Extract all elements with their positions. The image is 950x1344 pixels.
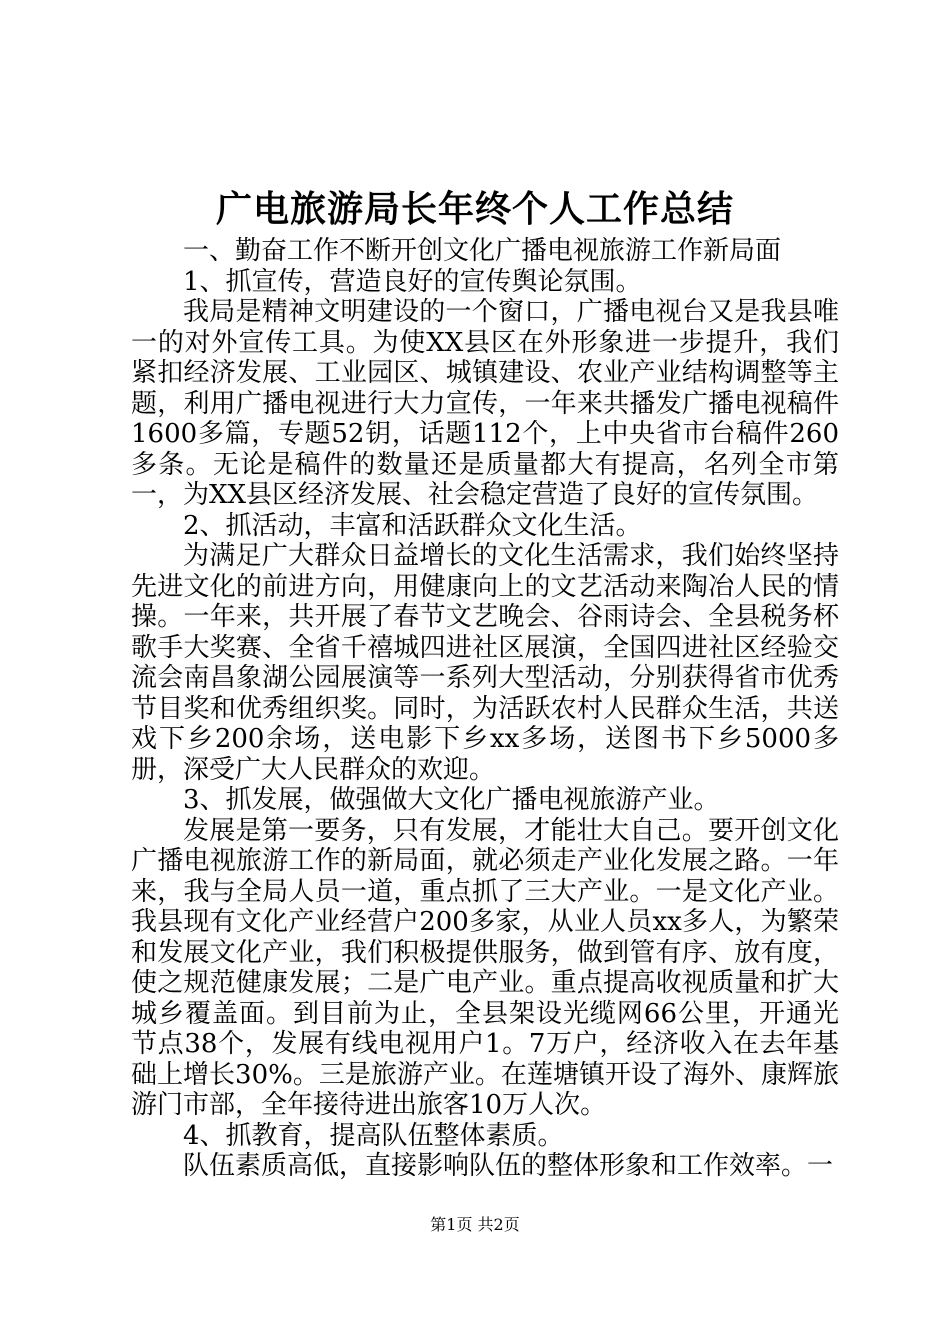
- item-heading-1: 1、抓宣传，营造良好的宣传舆论氛围。: [183, 266, 642, 297]
- paragraph-4: 队伍素质高低，直接影响队伍的整体形象和工作效率。一: [183, 1151, 834, 1181]
- document-body: [131, 236, 839, 1182]
- page-footer: 第1页 共2页: [430, 1215, 520, 1234]
- item-heading-2: 2、抓活动，丰富和活跃群众文化生活。: [183, 510, 642, 541]
- paragraph-3: 发展是第一要务，只有发展，才能壮大自己。要开创文化广播电视旅游工作的新局面，就必须走产业化发展之路。一年来，我与全局人员一道，重点抓了三大产业。一是文化产业。我县现有文化产业经营户200多家，从业人员xx多人，为繁荣和发展文化产业，我们积极提供服务，做到管有序、放有度，使之规范健康发展；二是广电产业。重点提高收视质量和扩大城乡覆盖面。到目前为止，全县架设光缆网66公里，开通光节点38个，发展有线电视用户1。7万户，经济收入在去年基础上增长30%。三是旅游产业。在莲塘镇开设了海外、康辉旅游门市部，全年接待进出旅客10万人次。: [131, 815, 839, 1120]
- paragraph-1: 我局是精神文明建设的一个窗口，广播电视台又是我县唯一的对外宣传工具。为使XX县区在外形象进一步提升，我们紧扣经济发展、工业园区、城镇建设、农业产业结构调整等主题，利用广播电视进行大力宣传，一年来共播发广播电视稿件1600多篇，专题52钥，话题112个，上中央省市台稿件260多条。无论是稿件的数量还是质量都大有提高，名列全市第一，为XX县区经济发展、社会稳定营造了良好的宣传氛围。: [131, 297, 839, 510]
- item-heading-4: 4、抓教育，提高队伍整体素质。: [183, 1120, 564, 1151]
- section-heading: 一、勤奋工作不断开创文化广播电视旅游工作新局面: [183, 236, 782, 266]
- paragraph-2: 为满足广大群众日益增长的文化生活需求，我们始终坚持先进文化的前进方向，用健康向上的文艺活动来陶冶人民的情操。一年来，共开展了春节文艺晚会、谷雨诗会、全县税务杯歌手大奖赛、全省千禧城四进社区展演，全国四进社区经验交流会南昌象湖公园展演等一系列大型活动，分别获得省市优秀节目奖和优秀组织奖。同时，为活跃农村人民群众生活，共送戏下乡200余场，送电影下乡xx多场，送图书下乡5000多册，深受广大人民群众的欢迎。: [131, 541, 839, 785]
- item-heading-3: 3、抓发展，做强做大文化广播电视旅游产业。: [183, 785, 720, 815]
- document-title: 广电旅游局长年终个人工作总结: [215, 188, 734, 230]
